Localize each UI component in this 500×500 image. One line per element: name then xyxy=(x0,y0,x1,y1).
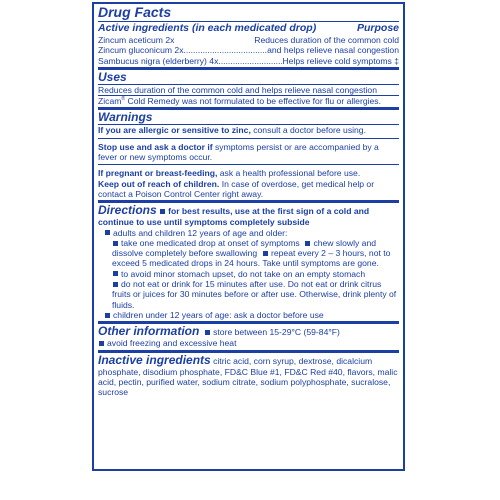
pregnancy-warning: If pregnant or breast-feeding, ask a health professional before use. xyxy=(98,168,361,179)
bullet-icon xyxy=(113,282,118,287)
other-info-line-1: Other information store between 15-29°C (59-84°F) xyxy=(98,324,340,339)
directions-dosage: take one medicated drop at onset of symptoms chew slowly and dissolve completely before swallowing repeat every 2 – 3 hours, not to exceed 5 medicated drops in 24 hours. Take until symptoms are gone. xyxy=(112,237,391,269)
leader-dots xyxy=(218,56,282,66)
active-ingredients-heading: Active ingredients (in each medicated drop) xyxy=(98,22,317,34)
other-info-line-2: avoid freezing and excessive heat xyxy=(98,338,399,348)
bullet-icon xyxy=(305,241,310,246)
ingredient-purpose: and helps relieve nasal congestion xyxy=(267,45,399,56)
registered-mark: ® xyxy=(121,96,126,103)
ingredient-row xyxy=(98,56,399,66)
uses-line-2: Zicam® Cold Remedy was not formulated to be effective for flu or allergies. xyxy=(98,96,381,107)
warnings-heading: Warnings xyxy=(98,110,153,125)
uses-section xyxy=(98,70,399,111)
uses-heading: Uses xyxy=(98,69,127,84)
directions-stomach: to avoid minor stomach upset, do not take on an empty stomach xyxy=(98,269,399,279)
bullet-icon xyxy=(205,330,210,335)
inactive-heading: Inactive ingredients xyxy=(98,352,211,367)
bullet-icon xyxy=(105,313,110,318)
bullet-icon xyxy=(160,209,165,214)
bullet-icon xyxy=(113,241,118,246)
bullet-icon xyxy=(105,230,110,235)
inactive-ingredients: Inactive ingredients citric acid, corn syrup, dextrose, dicalcium phosphate, disodium phosphate, FD&C Blue #1, FD&C Red #40, flavors, malic acid, pectin, purified water, sodium citrate, sodium polyphosphate, sucralose, sucrose xyxy=(98,352,398,398)
children-warning: Keep out of reach of children. In case of overdose, get medical help or contact a Poison Control Center right away. xyxy=(98,178,375,199)
drug-facts-title: Drug Facts xyxy=(98,4,172,20)
active-ingredients-section xyxy=(98,4,399,70)
directions-eat-drink: do not eat or drink for 15 minutes after use. Do not eat or drink citrus fruits or juices for 30 minutes before or after use. Otherwise, drink plenty of fluids. xyxy=(112,279,397,310)
ingredient-name: Sambucus nigra (elderberry) 4x xyxy=(98,55,219,66)
ingredient-name: Zincum aceticum 2x xyxy=(98,35,175,45)
bullet-icon xyxy=(263,251,268,256)
leader-dots xyxy=(184,45,268,55)
directions-heading: Directions xyxy=(98,203,157,218)
directions-children: children under 12 years of age: ask a doctor before use xyxy=(98,310,399,320)
directions-intro: Directions for best results, use at the first sign of a cold and continue to use until symptoms completely subside xyxy=(98,203,370,228)
purpose-heading: Purpose xyxy=(356,22,399,34)
ingredient-row xyxy=(98,45,399,55)
ingredient-row xyxy=(98,35,399,45)
inactive-ingredients-section xyxy=(98,353,399,398)
brand-name: Zicam xyxy=(98,96,122,107)
bullet-icon xyxy=(99,341,104,346)
bullet-icon xyxy=(113,271,118,276)
stop-use-warning: Stop use and ask a doctor if symptoms persist or are accompanied by a fever or new symptoms occur. xyxy=(98,141,379,163)
allergy-warning: If you are allergic or sensitive to zinc, consult a doctor before using. xyxy=(98,125,366,136)
ingredient-purpose: Helps relieve cold symptoms ‡ xyxy=(282,55,399,66)
warnings-section xyxy=(98,110,399,203)
directions-adults: adults and children 12 years of age and older: xyxy=(98,228,399,238)
ingredient-name: Zincum gluconicum 2x xyxy=(98,45,184,56)
drug-facts-panel xyxy=(92,2,405,471)
uses-line-1: Reduces duration of the common cold and helps relieve nasal congestion xyxy=(98,84,377,95)
directions-section xyxy=(98,203,399,324)
ingredient-purpose: Reduces duration of the common cold xyxy=(254,35,399,45)
other-info-heading: Other information xyxy=(98,324,200,339)
other-information-section xyxy=(98,324,399,352)
